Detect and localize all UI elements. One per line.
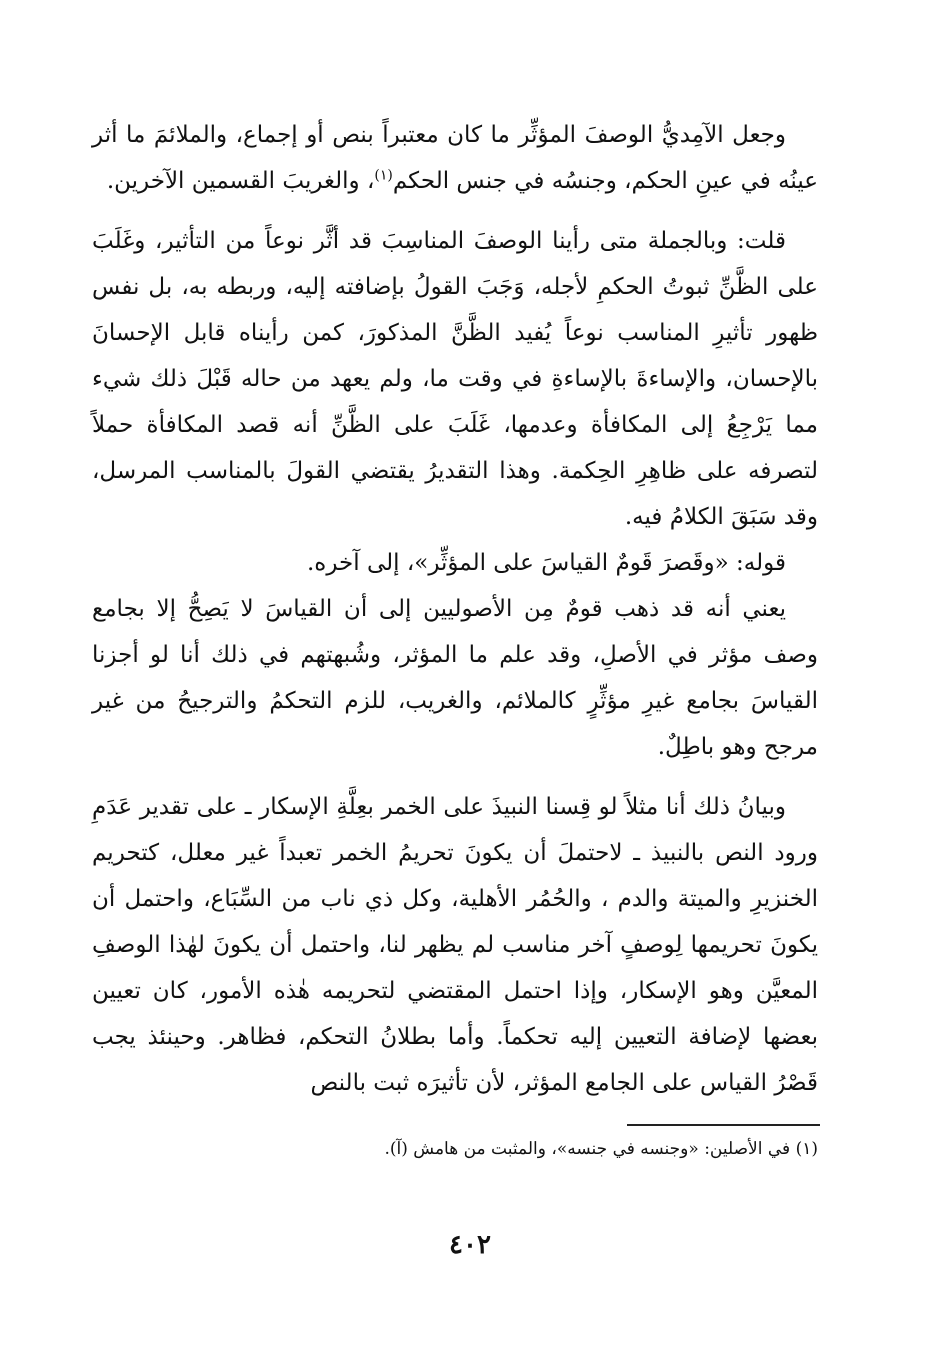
main-text [92,112,818,1106]
paragraph-text: ، والغريبَ القسمين الآخرين. [106,168,375,194]
paragraph-amidi [92,112,818,204]
paragraph-yani: يعني أنه قد ذهب قومٌ مِن الأصوليين إلى أن القياسَ لا يَصِحُّ إلا بجامع وصف مؤثر في الأصلِ، وقد علم ما المؤثر، وشُبهتهم في ذلك أنا لو أجزنا القياسَ بجامع غيرِ مؤثِّرٍ كالملائم، والغريب، للزم التحكمُ والترجيحُ من غير مرجح وهو باطِلٌ. [92,596,818,760]
footnote-reference: (١) [374,167,393,184]
page-number: ٤٠٢ [449,1230,491,1260]
paragraph-text: وجعل الآمِديُّ الوصفَ المؤثِّر ما كان معتبراً بنص أو إجماع، والملائمَ ما أثر عينُه في عينِ الحكم، وجنسُه في جنس الحكم [92,122,818,194]
paragraph-bayan: وبيانُ ذلك أنا مثلاً لو قِسنا النبيذَ على الخمر بعِلَّةِ الإسكار ـ على تقدير عَدَمِ ورود النص بالنبيذ ـ لاحتملَ أن يكونَ تحريمُ الخمر تعبداً غير معلل، كتحريم الخنزيرِ والميتة والدم ، والحُمُر الأهلية، وكل ذي ناب من السِّبَاع، واحتمل أن يكونَ تحريمها لِوصفٍ آخر مناسب لم يظهر لنا، واحتمل أن يكونَ لهٰذا الوصفِ المعيَّن وهو الإسكار، وإذا احتمل المقتضي لتحريمه هٰذه الأمور، كان تعيين بعضها لإضافة التعيين إليه تحكماً. وأما بطلانُ التحكم، فظاهر. وحينئذ يجب قَصْرُ القياس على الجامع المؤثر، لأن تأثيرَه ثبت بالنص [92,794,818,1096]
footnote-divider [627,1124,820,1126]
paragraph-qultu: قلت: وبالجملة متى رأينا الوصفَ المناسِبَ قد أثَّر نوعاً من التأثير، وغَلَبَ على الظَّنِّ ثبوتُ الحكمِ لأجله، وَجَبَ القولُ بإضافته إليه، وربطه به، بل نفس ظهور تأثيرِ المناسب نوعاً يُفيد الظَّنَّ المذكورَ، كمن رأيناه قابل الإحسانَ بالإحسان، والإساءةَ بالإساءةِ في وقت ما، ولم يعهد من حاله قَبْلَ ذلك شيء مما يَرْجِعُ إلى المكافأة وعدمها، غَلَبَ على الظَّنِّ أنه قصد المكافأة حملاً لتصرفه على ظاهِرِ الحِكمة. وهذا التقديرُ يقتضي القولَ بالمناسب المرسل، وقد سَبَقَ الكلامُ فيه. [92,228,818,530]
paragraph-qawluhu: قوله: «وقَصرَ قَومٌ القياسَ على المؤثِّر»، إلى آخره. [306,550,786,576]
footnote: (١) في الأصلين: «وجنسه في جنسه»، والمثبت من هامش (آ). [384,1139,818,1159]
